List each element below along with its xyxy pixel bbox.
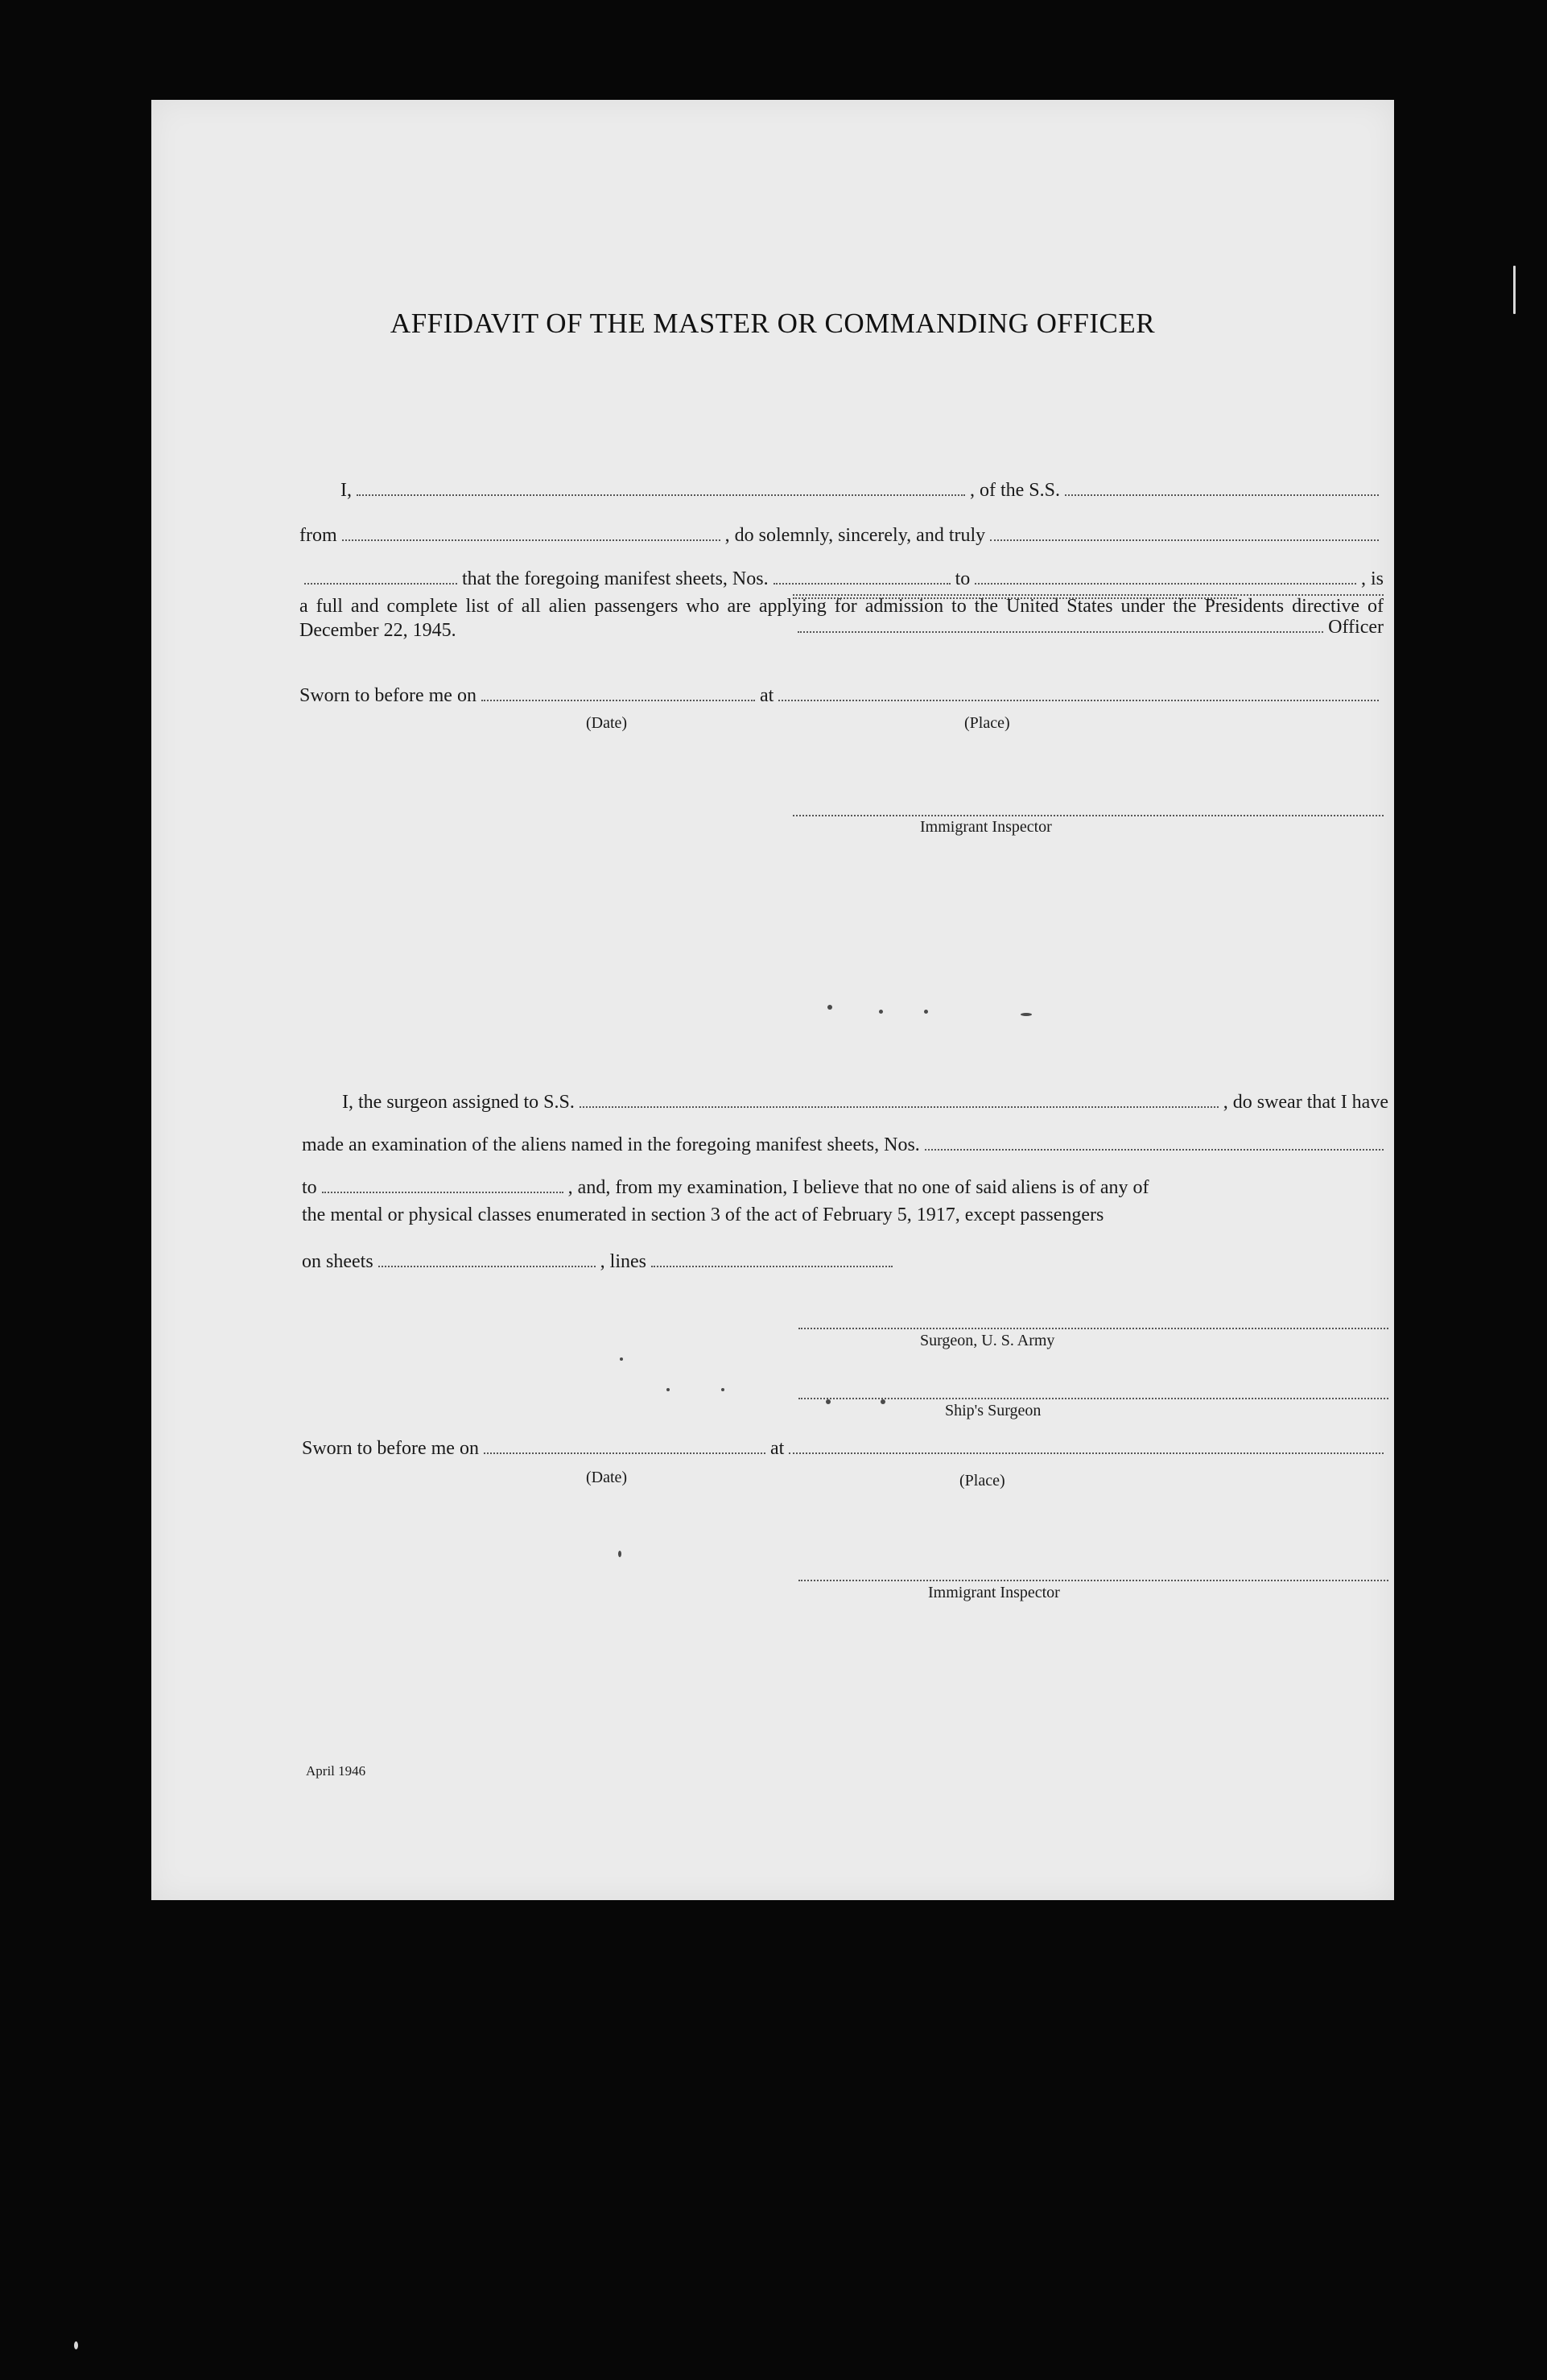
except-sheets-field[interactable]: [378, 1250, 596, 1267]
ink-speck: [827, 1005, 832, 1010]
ink-speck: [826, 1399, 831, 1404]
ink-speck: [881, 1399, 885, 1404]
label-from: from: [299, 525, 337, 546]
master-sworn-date-field[interactable]: [481, 684, 755, 701]
label-surgeon-intro: I, the surgeon assigned to S.S.: [342, 1092, 575, 1113]
master-inspector-signature-line[interactable]: [793, 813, 1384, 816]
surgeon-classes-text: the mental or physical classes enumerated in section 3 of the act of February 5, 1917, except passengers: [302, 1204, 1104, 1225]
surgeon-inspector-signature-line[interactable]: [798, 1578, 1388, 1581]
label-officer: Officer: [1328, 617, 1384, 638]
label-solemnly: , do solemnly, sincerely, and truly: [724, 525, 986, 546]
master-date-caption: (Date): [586, 714, 628, 732]
label-surgeon-sworn: Sworn to before me on: [302, 1438, 479, 1459]
surgeon-sheets-to-field[interactable]: [322, 1176, 563, 1193]
army-surgeon-caption: Surgeon, U. S. Army: [920, 1332, 1055, 1349]
officer-line-row: [793, 615, 1384, 644]
affidavit-page-layer: [151, 100, 1394, 1900]
ink-speck: [1021, 1013, 1032, 1016]
officer-upper-signature-line[interactable]: [793, 596, 1237, 597]
master-sworn-line: [299, 684, 1384, 713]
ships-surgeon-signature-line[interactable]: [798, 1396, 1388, 1399]
surgeon-sheets-from-field[interactable]: [925, 1133, 1384, 1151]
label-is: , is: [1360, 568, 1384, 589]
label-lines: , lines: [600, 1251, 646, 1272]
label-swear: , do swear that I have: [1223, 1092, 1388, 1113]
master-sworn-place-field[interactable]: [778, 684, 1379, 701]
label-surgeon-to: to: [302, 1177, 317, 1198]
surgeon-to-line: [302, 1176, 1388, 1204]
surgeon-inspector-caption: Immigrant Inspector: [928, 1584, 1060, 1601]
master-list-text: a full and complete list of all alien passengers who are applying for admission to the United States under the Presidents directive of December 22, 1945.: [299, 596, 1384, 641]
ink-speck: [666, 1388, 670, 1391]
ink-speck: [721, 1388, 724, 1391]
except-lines-field[interactable]: [651, 1250, 893, 1267]
surgeon-ship-field[interactable]: [580, 1090, 1219, 1108]
label-belief: , and, from my examination, I believe that no one of said aliens is of any of: [567, 1177, 1149, 1198]
label-sworn: Sworn to before me on: [299, 685, 476, 706]
label-exam: made an examination of the aliens named in the foregoing manifest sheets, Nos.: [302, 1134, 920, 1155]
label-i: I,: [340, 480, 352, 501]
label-on-sheets: on sheets: [302, 1251, 373, 1272]
surgeon-ship-line: [342, 1090, 1388, 1119]
officer-sig-line-top[interactable]: [793, 593, 1384, 596]
ink-speck: [879, 1010, 883, 1014]
surgeon-sworn-date-field[interactable]: [484, 1436, 765, 1454]
master-place-caption: (Place): [964, 714, 1010, 732]
form-date-footer: April 1946: [306, 1763, 366, 1779]
army-surgeon-signature-line[interactable]: [798, 1326, 1388, 1329]
ships-surgeon-caption: Ship's Surgeon: [945, 1402, 1042, 1419]
document-title: AFFIDAVIT OF THE MASTER OR COMMANDING OFFICER: [390, 308, 1156, 339]
scan-speck: [1513, 266, 1516, 314]
scan-speck: [74, 2341, 78, 2349]
label-surgeon-at: at: [769, 1438, 785, 1459]
surgeon-exam-line: [302, 1133, 1388, 1162]
surgeon-place-caption: (Place): [959, 1472, 1005, 1490]
master-inspector-caption: Immigrant Inspector: [920, 818, 1052, 836]
label-to: to: [955, 568, 971, 589]
surgeon-sheets-line: [302, 1250, 946, 1279]
ink-speck: [620, 1357, 623, 1361]
ink-speck: [618, 1551, 621, 1557]
label-at: at: [759, 685, 774, 706]
surgeon-date-caption: (Date): [586, 1469, 628, 1486]
officer-rank-field[interactable]: [798, 615, 1323, 633]
surgeon-sworn-line: [302, 1436, 1388, 1465]
label-of-ss: , of the S.S.: [969, 480, 1060, 501]
surgeon-sworn-place-field[interactable]: [789, 1436, 1384, 1454]
label-foregoing: that the foregoing manifest sheets, Nos.: [462, 568, 769, 589]
ink-speck: [924, 1010, 928, 1014]
